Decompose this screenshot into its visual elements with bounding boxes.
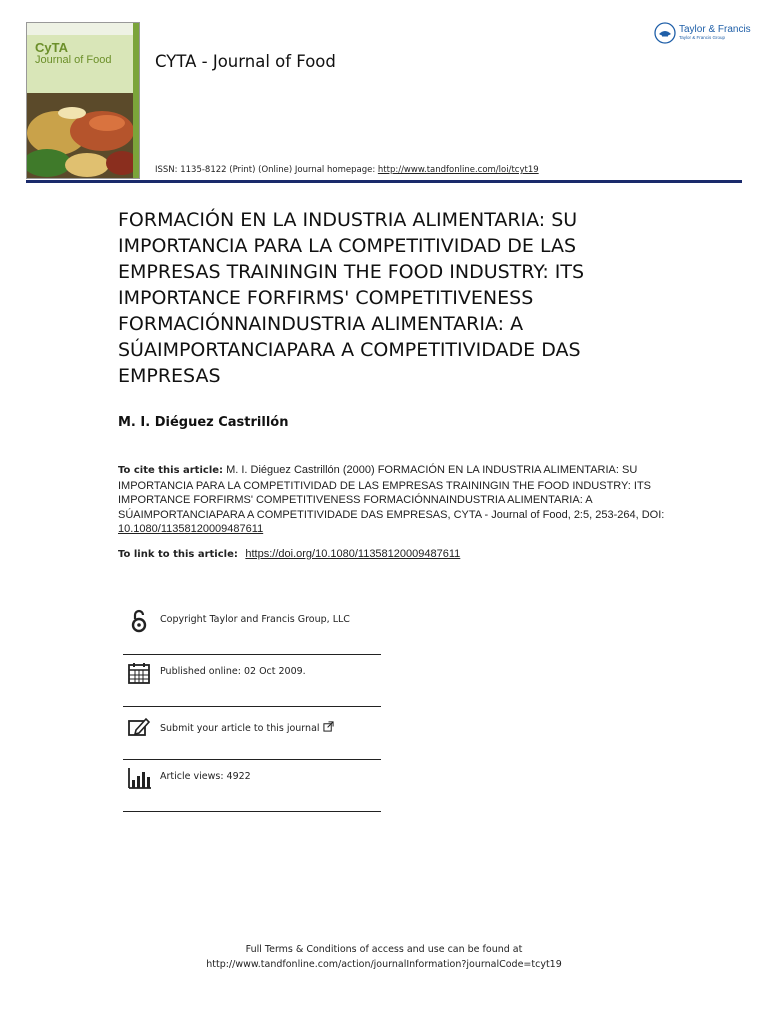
cover-top-band	[27, 23, 139, 35]
citation-text: M. I. Diéguez Castrillón (2000) FORMACIÓN EN LA INDUSTRIA ALIMENTARIA: SU IMPORTANCIA PARA LA COMPETITIVIDAD DE LAS EMPRESAS TRAININGIN THE FOOD INDUSTRY: ITS IMPORTANCE FORFIRMS' COMPETITIVENESS FORMACIÓNNAINDUSTRIA ALIMENTARIA: A SÚAIMPORTANCIAPARA A COMPETITIVIDADE DAS EMPRESAS, CYTA - Journal of Food, 2:5, 253-264, DOI:	[118, 464, 665, 521]
submit-row[interactable]	[123, 702, 381, 754]
article-views-text: Article views: 4922	[160, 771, 251, 782]
published-row	[123, 647, 381, 699]
taylor-francis-name: Taylor & Francis	[679, 24, 751, 36]
submit-article-link[interactable]	[160, 721, 334, 734]
header-divider	[26, 180, 742, 183]
external-link-icon	[323, 721, 334, 732]
taylor-francis-logo[interactable]	[654, 22, 751, 44]
citation-doi-link[interactable]: 10.1080/11358120009487611	[118, 523, 264, 535]
edit-icon	[127, 716, 151, 740]
article-author[interactable]: M. I. Diéguez Castrillón	[118, 415, 289, 430]
copyright-text: Copyright Taylor and Francis Group, LLC	[160, 614, 350, 625]
copyright-row	[123, 595, 381, 647]
submit-article-text: Submit your article to this journal	[160, 723, 320, 734]
cover-title-journal: Journal of Food	[35, 54, 112, 66]
article-link-url[interactable]: https://doi.org/10.1080/11358120009487611	[245, 548, 461, 560]
citation-block	[118, 463, 678, 537]
journal-name[interactable]: CYTA - Journal of Food	[155, 52, 336, 71]
footer-terms-line: Full Terms & Conditions of access and use can be found at	[245, 944, 523, 955]
cover-title-cyta: CyTA	[35, 40, 68, 55]
views-row	[123, 752, 381, 804]
issn-line	[155, 165, 539, 175]
citation-label: To cite this article:	[118, 465, 224, 476]
bar-chart-icon	[127, 766, 151, 790]
footer-terms	[0, 942, 768, 972]
taylor-francis-logo-icon	[654, 22, 676, 44]
article-title: FORMACIÓN EN LA INDUSTRIA ALIMENTARIA: SU IMPORTANCIA PARA LA COMPETITIVIDAD DE LAS EMPRESAS TRAININGIN THE FOOD INDUSTRY: ITS IMPORTANCE FORFIRMS' COMPETITIVENESS FORMACIÓNNAINDUSTRIA ALIMENTARIA: A SÚAIMPORTANCIAPARA A COMPETITIVIDADE DAS EMPRESAS	[118, 209, 585, 387]
article-link-label: To link to this article:	[118, 549, 238, 560]
article-link-block	[118, 547, 460, 560]
published-text: Published online: 02 Oct 2009.	[160, 666, 306, 677]
cover-title	[35, 41, 111, 66]
footer-terms-url[interactable]: http://www.tandfonline.com/action/journalInformation?journalCode=tcyt19	[206, 959, 562, 970]
cover-food-photo	[27, 93, 139, 178]
taylor-francis-group: Taylor & Francis Group	[679, 35, 726, 41]
calendar-icon	[127, 661, 151, 685]
open-access-lock-icon	[127, 609, 151, 633]
journal-homepage-link[interactable]: http://www.tandfonline.com/loi/tcyt19	[377, 165, 539, 175]
info-divider	[123, 811, 381, 812]
cover-side-strip	[133, 23, 139, 178]
journal-cover-image[interactable]	[26, 22, 140, 179]
issn-text: ISSN: 1135-8122 (Print) (Online) Journal homepage:	[155, 165, 378, 175]
